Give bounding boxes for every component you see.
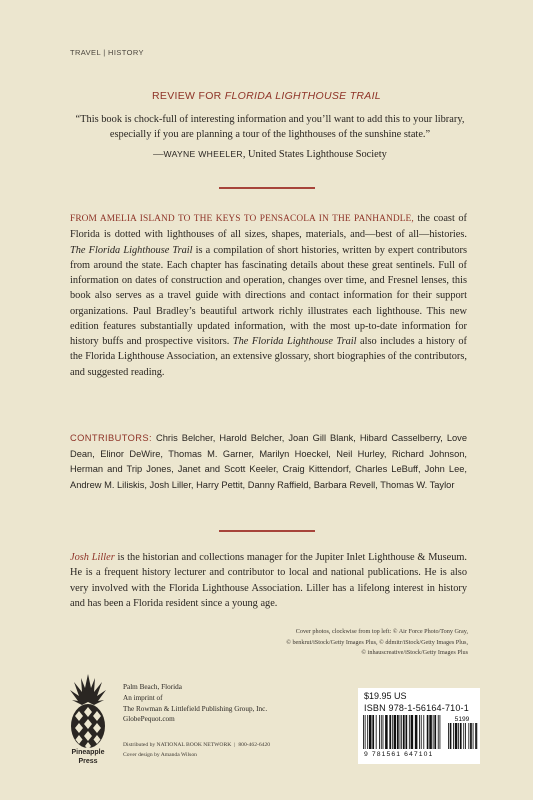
category-label: TRAVEL | HISTORY [70,48,144,57]
barcode-bar [372,715,374,749]
barcode-bar [365,715,366,749]
barcode-bar [394,715,397,749]
photo-credits [250,627,468,659]
barcode-bar [421,715,422,749]
logo-line: Pineapple [71,749,105,756]
barcode-bar [450,723,452,749]
barcode-bar [427,715,429,749]
divider-rule [219,187,315,189]
isbn: ISBN 978-1-56164-710-1 [364,703,469,713]
review-heading-prefix: REVIEW FOR [152,90,225,102]
review-heading [0,90,533,102]
description-text: also includes a history of the Florida Lighthouse Association, an extensive glossary, short biographies of the contributors, and suggested reading. [70,336,467,378]
barcode-bar [379,715,380,749]
distributor-phone: 800-462-6420 [238,742,271,748]
author-bio [70,550,467,611]
photo-credit-line: Cover photos, clockwise from top left: © Air Force Photo/Tony Gray, [295,628,468,635]
book-title-italic: The Florida Lighthouse Trail [70,244,193,256]
book-title-italic: The Florida Lighthouse Trail [232,336,357,347]
barcode-bar [475,723,477,749]
barcode-bar [369,715,372,749]
barcode-bar [415,715,418,749]
barcode-bar [465,723,466,749]
barcode-bar [455,723,458,749]
barcode-bar [385,715,388,749]
cover-design-credit: Cover design by Amanda Wilson [123,751,197,758]
barcode-bar [429,715,432,749]
barcode-bar [376,715,377,749]
barcode-bar [468,723,469,749]
barcode-bar [423,715,424,749]
contributors-label: CONTRIBUTORS: [70,433,152,443]
publisher-line: Palm Beach, Florida [123,683,182,691]
attribution-name: WAYNE WHEELER [163,149,243,159]
author-name: Josh Liller [70,552,115,563]
barcode-bar [440,715,441,749]
distributor-info [123,741,270,760]
barcode-bar [400,715,401,749]
barcode-addon: 5199 [454,716,470,723]
barcode-bar [392,715,393,749]
photo-credit-line: © inhauscreative/iStock/Getty Images Plus [361,649,468,657]
distributor-text: Distributed by NATIONAL BOOK NETWORK [123,742,232,748]
attribution-dash: — [153,149,164,160]
barcode-bar [367,715,368,749]
barcode-bar [463,723,464,749]
barcode-bar [433,715,434,749]
barcode-bar [453,723,454,749]
publisher-info [123,682,267,725]
barcode-bar [363,715,364,749]
review-quote: “This book is chock-full of interesting information and you’ll want to add this to your library, especially if you are planning a tour of the lighthouses of the sunshine state.” [75,114,465,140]
publisher-website: GlobePequot.com [123,715,175,724]
review-heading-title: FLORIDA LIGHTHOUSE TRAIL [224,90,381,102]
divider-rule [219,530,315,532]
barcode-bar [434,715,436,749]
barcode-bar [470,723,472,749]
barcode-icon [360,715,478,751]
barcode-bar [409,715,410,749]
author-bio-text: is the historian and collections manager for the Jupiter Inlet Lighthouse & Museum. He is a frequent history lecturer and contributor to local and national publications. He is also very involved with the Florida Lighthouse Association. Liller has a lifelong interest in history and has been a Florida resident since a young age. [70,552,467,609]
price: $19.95 US [364,691,407,701]
barcode-bar [458,723,459,749]
ean-digits: 9 781561 647101 [364,751,434,758]
publisher-logo-text [58,748,118,766]
barcode-bar [406,715,408,749]
barcode-bar [397,715,399,749]
barcode-bar [403,715,405,749]
attribution-org: , United States Lighthouse Society [242,149,387,160]
description-lead: FROM AMELIA ISLAND TO THE KEYS TO PENSACOLA IN THE PANHANDLE, [70,214,414,224]
barcode-bar [389,715,391,749]
publisher-line: An imprint of [123,693,163,702]
contributors-names: Chris Belcher, Harold Belcher, Joan Gill Blank, Hibard Casselberry, Love Dean, Elinor DeWire, Thomas M. Garner, Marilyn Hoeckel, Neil Hurley, Richard Johnson, Herman and Trip Jones, Janet and Scott Keeler, Craig Kittendorf, Charles LeBuff, John Lee, Andrew M. Liliskis, Josh Liller, Harry Pettit, Danny Raffield, Barbara Revell, Thomas W. Taylor [70,433,467,490]
barcode-bar [438,715,439,749]
publisher-line: The Rowman & Littlefield Publishing Group, Inc. [123,704,268,713]
description-text: the coast of Florida is dotted with lighthouses of all sizes, shapes, materials, and—best of all—histories. [70,213,467,241]
separator: | [234,742,236,748]
book-description [70,211,467,380]
barcode-bars [363,715,440,749]
photo-credit-line: © benkrut/iStock/Getty Images Plus, © ddmitr/iStock/Getty Images Plus, [286,638,468,646]
barcode-bar [473,723,474,749]
barcode-bar [401,715,402,749]
barcode-bar [419,715,420,749]
contributors-list [70,431,467,493]
barcode-bar [448,723,449,749]
logo-line: Press [78,758,98,765]
barcode-addon-bars [448,723,478,749]
barcode-bar [381,715,382,749]
barcode-bar [460,723,462,749]
barcode-bar [383,715,384,749]
barcode-bar [411,715,414,749]
review-attribution [70,149,470,160]
barcode-box [358,688,480,764]
description-text: is a compilation of short histories, written by expert contributors from around the state. Each chapter has fascinating details about these great sentinels. Full of information on dates of construction and operation, changes over time, and Fresnel lenses, this book also serves as a travel guide with directions and contact information for their support organizations. Paul Bradley’s beautiful artwork richly illustrates each lighthouse. This new edition features substantially updated information, with the most up-to-date information for history buffs and prospective visitors. [70,244,467,347]
pineapple-icon [62,672,114,760]
